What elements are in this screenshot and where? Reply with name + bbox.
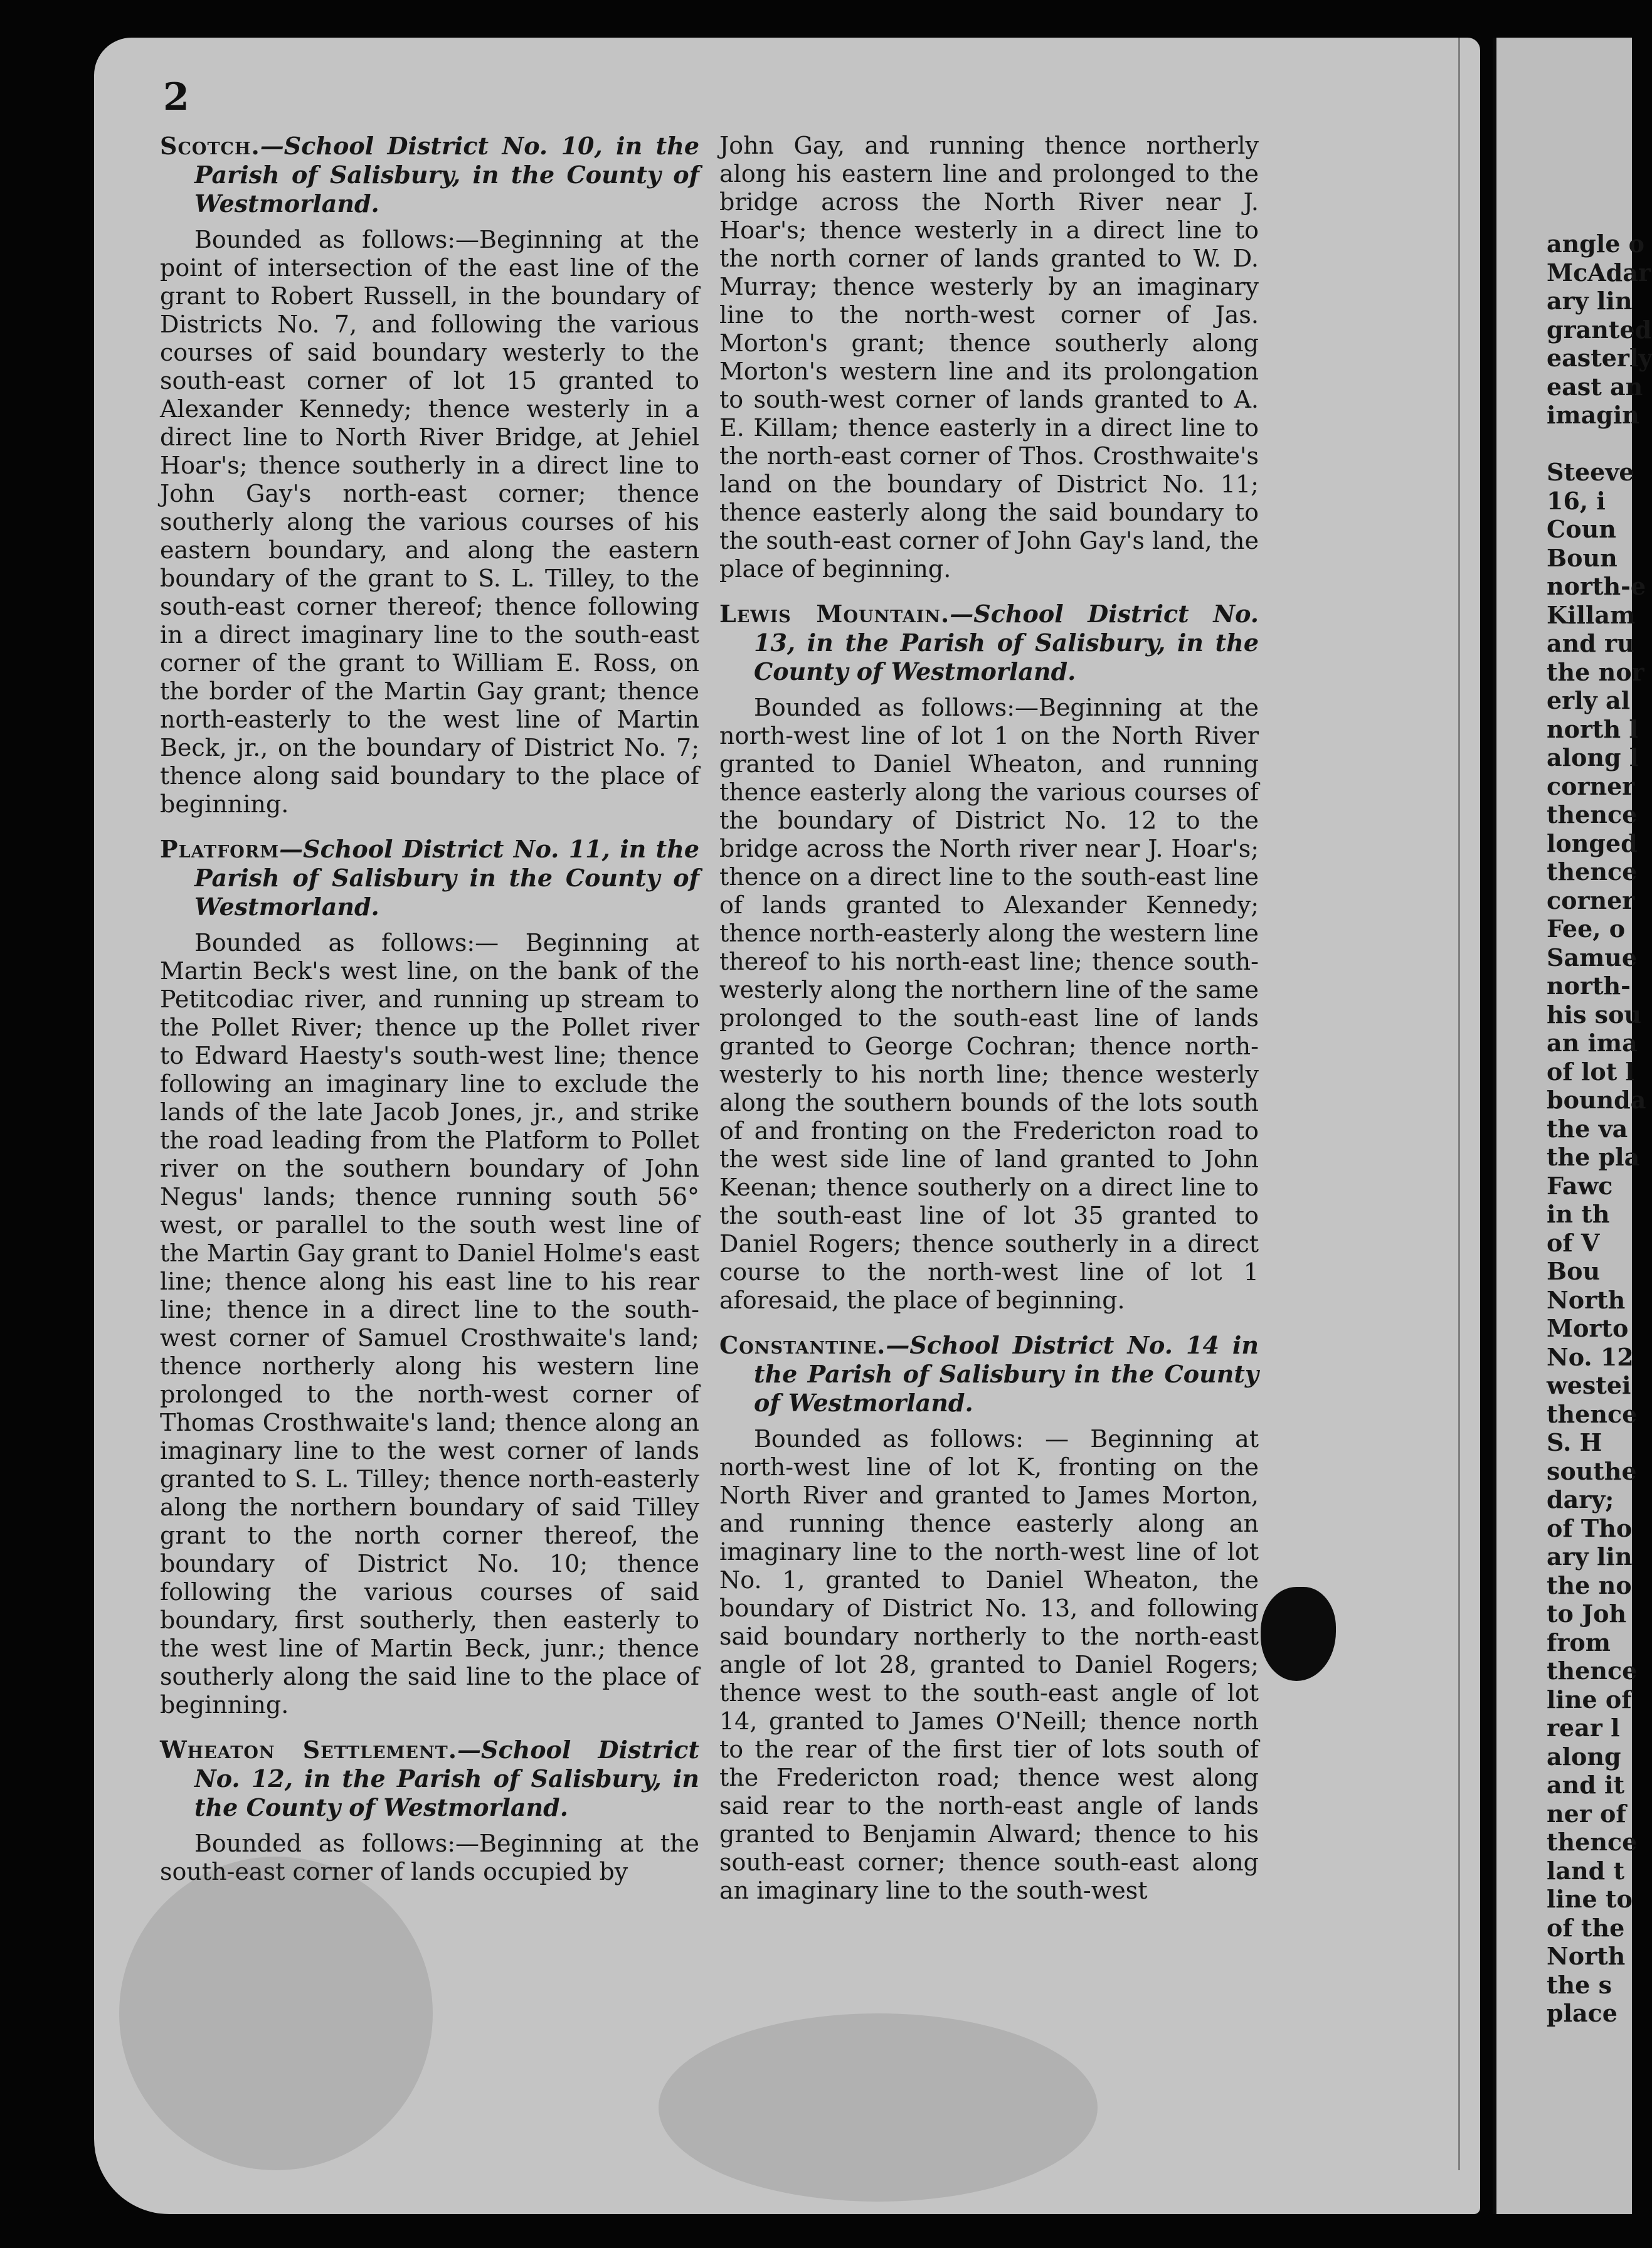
fold-line	[1458, 38, 1460, 2170]
next-page-line-fragment: line of	[1547, 1685, 1632, 1714]
next-page-line-fragment: of the	[1547, 1913, 1625, 1942]
next-page-line-fragment: and ru	[1547, 629, 1634, 657]
next-page-line-fragment: thence	[1547, 1828, 1638, 1856]
district-designation: —School District No. 10, in the Parish of Salisbury, in the County of Westmorland.	[194, 132, 699, 218]
next-page-line-fragment: Bou	[1547, 1257, 1601, 1285]
next-page-line-fragment: dary;	[1547, 1485, 1614, 1514]
next-page-line-fragment: Fee, o	[1547, 915, 1626, 943]
next-page-line-fragment: thence	[1547, 857, 1638, 886]
adjacent-page-fragment	[1493, 38, 1652, 2214]
district-heading	[160, 132, 699, 218]
next-page-line-fragment: erly al	[1547, 686, 1630, 714]
next-page-line-fragment: ary lin	[1547, 1542, 1633, 1571]
next-page-line-fragment: of lot l	[1547, 1057, 1634, 1086]
next-page-line-fragment: his sou	[1547, 1000, 1642, 1029]
district-heading	[719, 1331, 1259, 1418]
next-page-line-fragment: corner	[1547, 886, 1635, 915]
next-page-line-fragment: Boun	[1547, 543, 1618, 572]
paper-stain	[119, 1857, 433, 2170]
district-boundary-text: Bounded as follows:— Beginning at Martin Beck's west line, on the bank of the Petitcodiac river, and running up stream to the Pollet River; thence up the Pollet river to Edward Haesty's south-west line; thence following an imaginary line to exclude the lands of the late Jacob Jones, jr., and strike the road leading from the Platform to Pollet river on the southern boundary of John Negus' lands; thence running south 56° west, or parallel to the south west line of the Martin Gay grant to Daniel Holme's east line; thence along his east line to his rear line; thence in a direct line to the south-west corner of Samuel Crosthwaite's land; thence northerly along his western line prolonged to the north-west corner of Thomas Crosthwaite's land; thence along an imaginary line to the west corner of lands granted to S. L. Tilley; thence north-easterly along the northern boundary of said Tilley grant to the north corner thereof, the boundary of District No. 10; thence following the various courses of said boundary, first southerly, then easterly to the west line of Martin Beck, junr.; thence southerly along the said line to the place of beginning.	[160, 929, 699, 1719]
left-column	[160, 132, 699, 1902]
next-page-line-fragment: Samue	[1547, 943, 1638, 972]
page-number: 2	[163, 75, 189, 119]
next-page-line-fragment: corner	[1547, 771, 1635, 800]
next-page-line-fragment: in th	[1547, 1200, 1610, 1228]
district-heading	[160, 1736, 699, 1822]
district-entry	[719, 132, 1259, 583]
next-page-line-fragment: angle o	[1547, 230, 1645, 258]
next-page-line-fragment: of V	[1547, 1228, 1600, 1257]
next-page-line-fragment: thence	[1547, 1399, 1638, 1428]
next-page-line-fragment: Steeve	[1547, 458, 1634, 486]
next-page-line-fragment: Fawc	[1547, 1171, 1613, 1200]
next-page-line-fragment: North	[1547, 1942, 1626, 1970]
next-page-line-fragment: the nor	[1547, 657, 1644, 686]
district-heading	[160, 835, 699, 921]
district-designation: —School District No. 11, in the Parish of Salisbury in the County of Westmorland.	[194, 835, 699, 921]
next-page-line-fragment: longed	[1547, 829, 1638, 857]
next-page-line-fragment: along	[1547, 1742, 1621, 1771]
district-entry	[719, 600, 1259, 1315]
district-boundary-text: Bounded as follows:—Beginning at the south-east corner of lands occupied by	[160, 1830, 699, 1885]
district-boundary-text: Bounded as follows:—Beginning at the north-west line of lot 1 on the North River granted to Daniel Wheaton, and running thence easterly along the various courses of the boundary of District No. 12 to the bridge across the North river near J. Hoar's; thence on a direct line to the south-east line of lands granted to Alexander Kennedy; thence north-easterly along the western line thereof to his north-east line; thence south-westerly along the northern line of the same prolonged to the south-east line of lands granted to George Cochran; thence north-westerly to his north line; thence westerly along the southern bounds of the lots south of and fronting on the Fredericton road to the west side line of land granted to John Keenan; thence southerly on a direct line to the south-east line of lot 35 granted to Daniel Rogers; thence southerly in a direct course to the north-west line of lot 1 aforesaid, the place of beginning.	[719, 694, 1259, 1314]
next-page-line-fragment: rear l	[1547, 1714, 1620, 1742]
district-heading	[719, 600, 1259, 686]
district-place-name: Constantine.	[719, 1331, 886, 1359]
next-page-line-fragment: thence	[1547, 1657, 1638, 1685]
next-page-line-fragment: north l	[1547, 714, 1638, 743]
next-page-line-fragment: north-e	[1547, 572, 1646, 600]
next-page-line-fragment: east an	[1547, 372, 1643, 401]
district-designation: —School District No. 14 in the Parish of Salisbury in the County of Westmorland.	[754, 1331, 1259, 1417]
next-page-line-fragment: southe	[1547, 1456, 1637, 1485]
next-page-line-fragment: thence	[1547, 800, 1638, 829]
next-page-line-fragment: ary lin	[1547, 287, 1633, 315]
next-page-line-fragment: No. 12	[1547, 1342, 1634, 1371]
next-page-line-fragment: land t	[1547, 1856, 1625, 1885]
next-page-line-fragment: the va	[1547, 1114, 1628, 1143]
next-page-line-fragment: McAdar	[1547, 258, 1651, 287]
next-page-line-fragment: bounda	[1547, 1086, 1646, 1114]
district-place-name: Scotch.	[160, 132, 260, 160]
district-boundary-text: John Gay, and running thence northerly along his eastern line and prolonged to the bridge across the North River near J. Hoar's; thence westerly in a direct line to the north corner of lands granted to W. D. Murray; thence westerly by an imaginary line to the north-west corner of Jas. Morton's grant; thence southerly along Morton's western line and its prolongation to south-west corner of lands granted to A. E. Killam; thence easterly in a direct line to the north-east corner of Thos. Crosthwaite's land on the boundary of District No. 11; thence easterly along the said boundary to the south-east corner of John Gay's land, the place of beginning.	[719, 132, 1259, 583]
district-designation: —School District No. 13, in the Parish of Salisbury, in the County of Westmorland.	[754, 600, 1259, 686]
district-designation: —School District No. 12, in the Parish of Salisbury, in the County of Westmorland.	[194, 1736, 699, 1821]
next-page-line-fragment: North	[1547, 1285, 1626, 1314]
district-boundary-text: Bounded as follows:—Beginning at the point of intersection of the east line of the grant to Robert Russell, in the boundary of Districts No. 7, and following the various courses of said boundary westerly to the south-east corner of lot 15 granted to Alexander Kennedy; thence westerly in a direct line to North River Bridge, at Jehiel Hoar's; thence southerly in a direct line to John Gay's north-east corner; thence southerly along the various courses of his eastern boundary, and along the eastern boundary of the grant to S. L. Tilley, to the south-east corner thereof; thence following in a direct imaginary line to the south-east corner of the grant to William E. Ross, on the border of the Martin Gay grant; thence north-easterly to the west line of Martin Beck, jr., on the boundary of District No. 7; thence along said boundary to the place of beginning.	[160, 226, 699, 818]
district-entry	[160, 1736, 699, 1886]
next-page-line-fragment: along l	[1547, 743, 1639, 771]
next-page-line-fragment: granted	[1547, 315, 1652, 344]
next-page-line-fragment: Killam	[1547, 600, 1636, 629]
next-page-line-fragment: to Joh	[1547, 1599, 1627, 1628]
next-page-line-fragment: north-	[1547, 972, 1631, 1000]
next-page-line-fragment: an ima	[1547, 1029, 1638, 1057]
next-page-line-fragment: place	[1547, 1999, 1618, 2027]
district-place-name: Wheaton Settlement.	[160, 1736, 457, 1764]
next-page-line-fragment: and it	[1547, 1771, 1625, 1799]
next-page-line-fragment: the no	[1547, 1571, 1632, 1599]
next-page-line-fragment: of Tho	[1547, 1514, 1633, 1542]
next-page-line-fragment: Coun	[1547, 515, 1616, 543]
next-page-line-fragment: 16, i	[1547, 486, 1606, 515]
next-page-line-fragment: the s	[1547, 1970, 1612, 1999]
next-page-line-fragment: from	[1547, 1628, 1611, 1657]
next-page-line-fragment: line to	[1547, 1885, 1633, 1913]
next-page-line-fragment: Morto	[1547, 1314, 1629, 1342]
district-entry	[719, 1331, 1259, 1905]
district-boundary-text: Bounded as follows: — Beginning at north-west line of lot K, fronting on the North River and granted to James Morton, and running thence easterly along an imaginary line to the north-west line of lot No. 1, granted to Daniel Wheaton, the boundary of District No. 13, and following said boundary northerly to the north-east angle of lot 28, granted to Daniel Rogers; thence west to the south-east angle of lot 14, granted to James O'Neill; thence north to the rear of the first tier of lots south of the Fredericton road; thence west along said rear to the north-east angle of lands granted to Benjamin Alward; thence to his south-east corner; thence south-east along an imaginary line to the south-west	[719, 1425, 1259, 1904]
next-page-line-fragment: easterly	[1547, 344, 1652, 372]
next-page-line-fragment: S. H	[1547, 1428, 1602, 1456]
district-place-name: Lewis Mountain.	[719, 600, 950, 628]
next-page-line-fragment: imagin	[1547, 401, 1639, 429]
paper-stain	[659, 2013, 1098, 2202]
next-page-line-fragment: ner of	[1547, 1799, 1626, 1828]
district-place-name: Platform	[160, 835, 280, 863]
next-page-line-fragment: the pla	[1547, 1143, 1640, 1171]
district-entry	[160, 835, 699, 1719]
next-page-line-fragment: westei	[1547, 1371, 1631, 1399]
district-entry	[160, 132, 699, 819]
right-column	[719, 132, 1259, 1921]
